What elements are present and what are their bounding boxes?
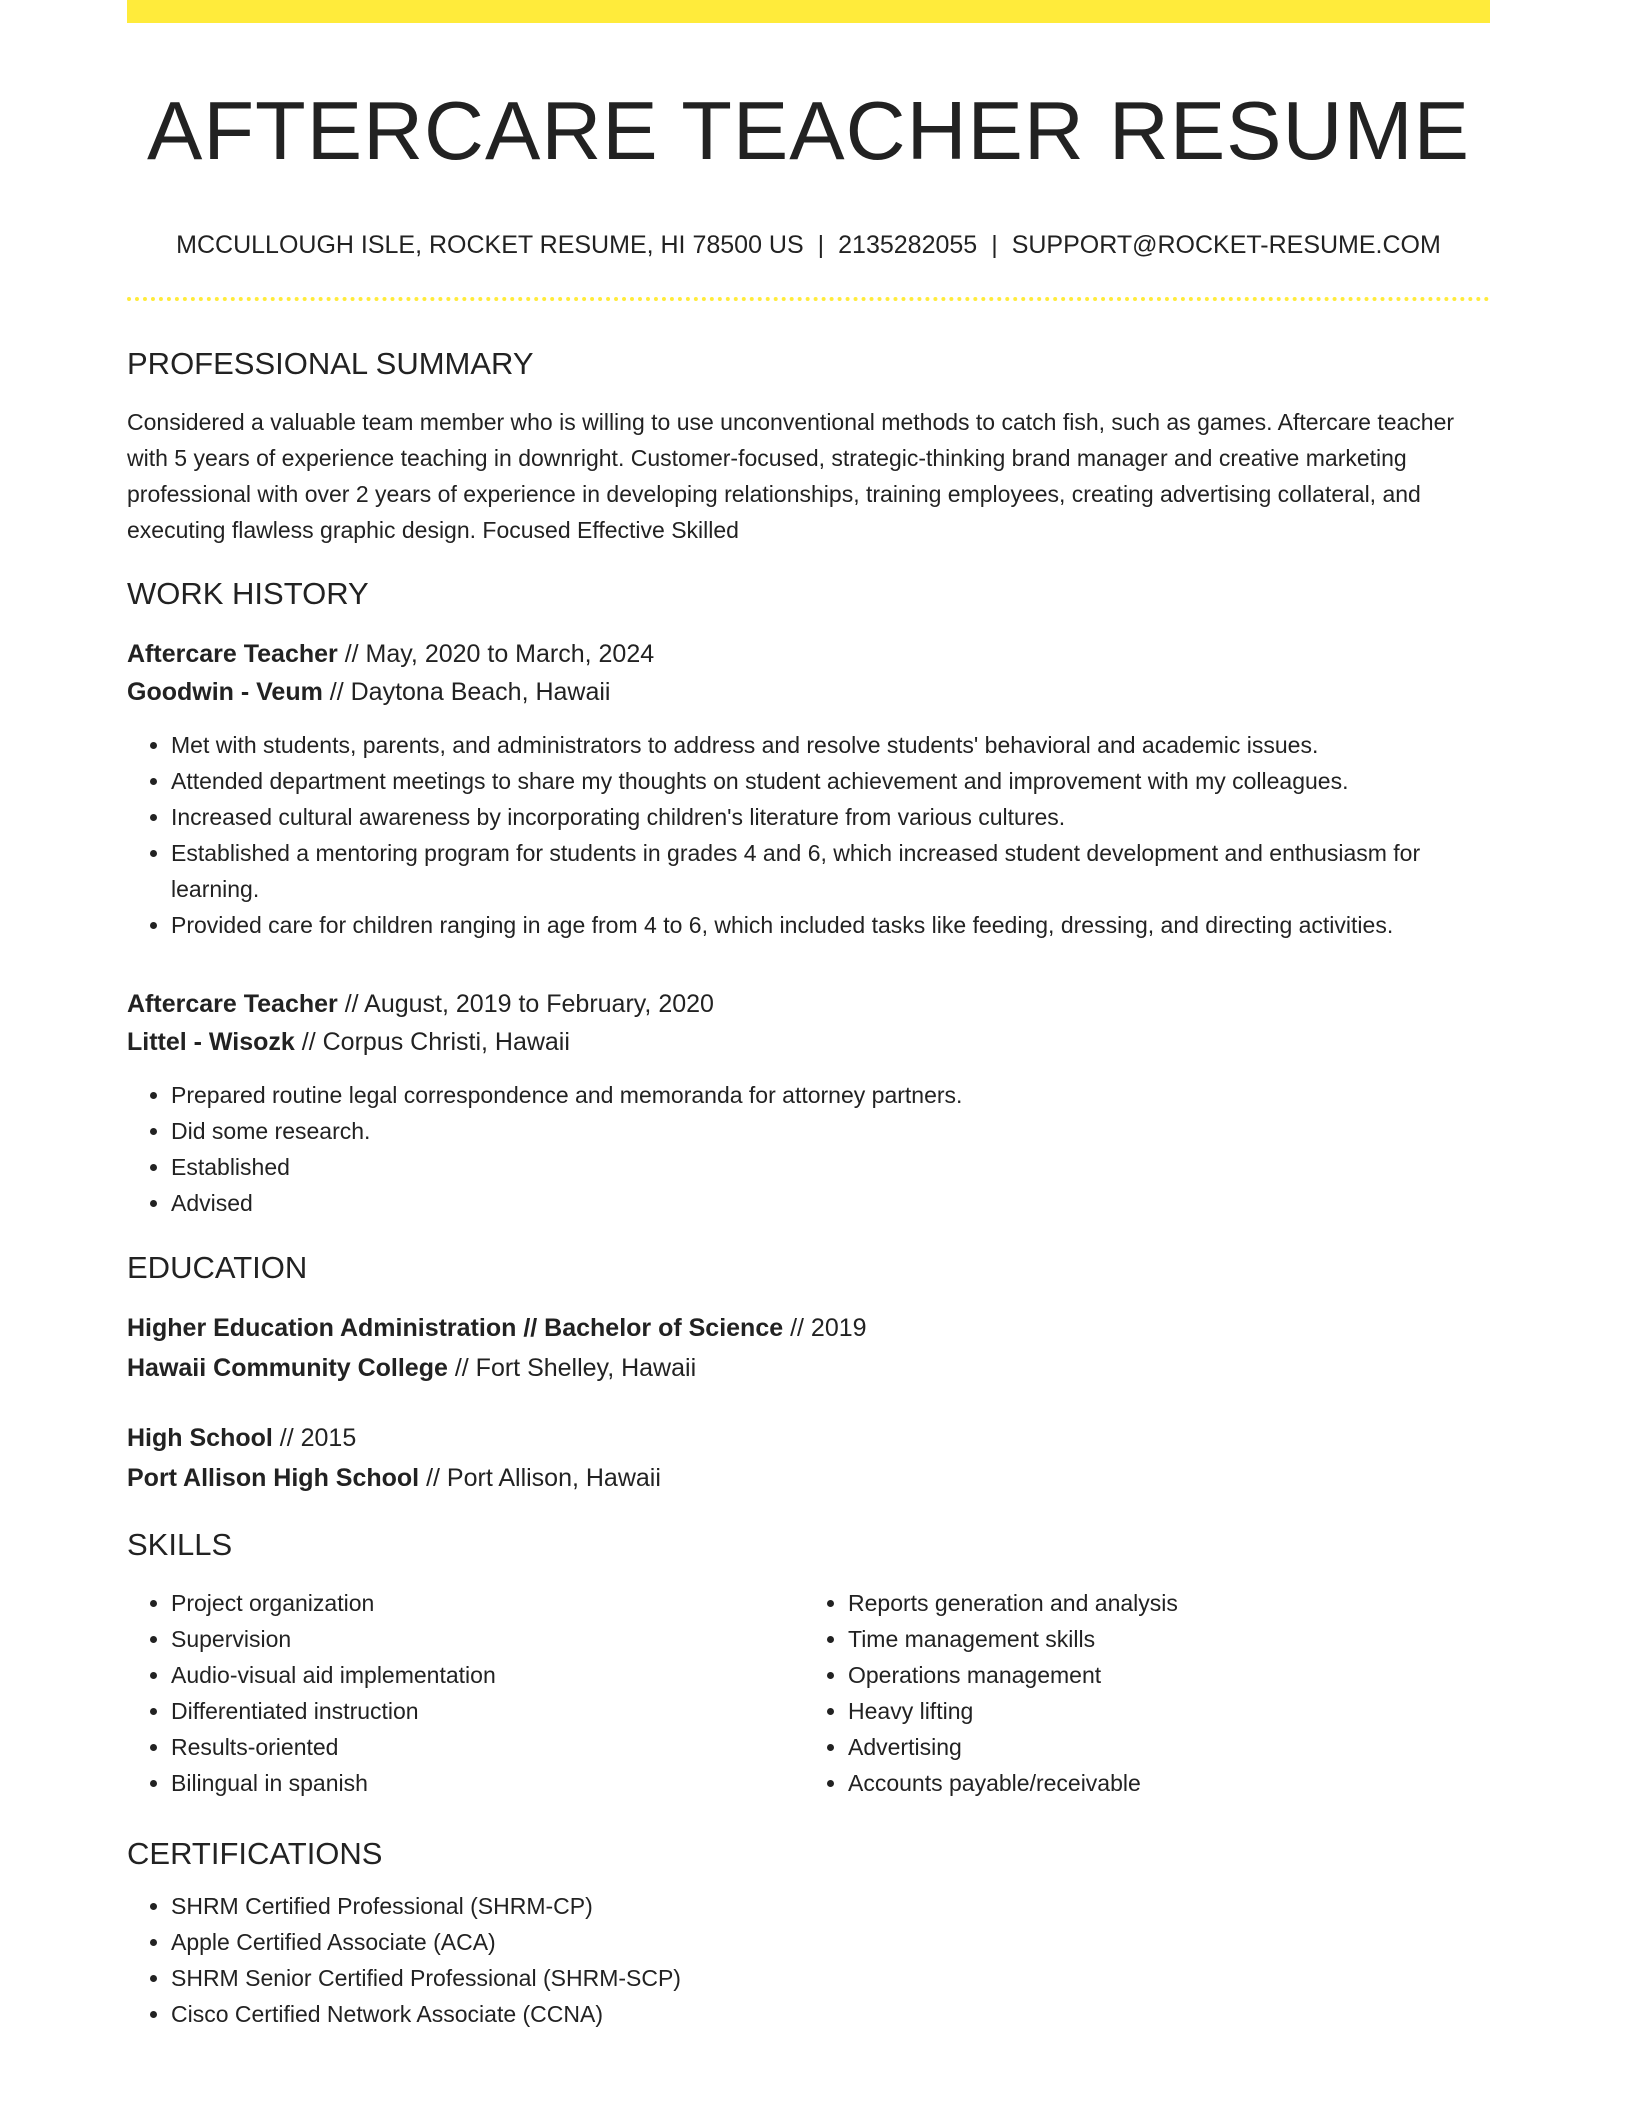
job-company: Littel - Wisozk <box>127 1027 295 1056</box>
school: Port Allison High School <box>127 1463 420 1492</box>
address: MCCULLOUGH ISLE, ROCKET RESUME, HI 78500 US <box>176 231 804 260</box>
separator: | <box>817 231 825 260</box>
job-location: // Daytona Beach, Hawaii <box>322 677 611 706</box>
top-accent-bar <box>127 0 1490 23</box>
job-company-line <box>127 673 1490 711</box>
education-entry <box>127 1418 1490 1498</box>
degree-line <box>127 1308 1490 1348</box>
job-location: // Corpus Christi, Hawaii <box>294 1027 570 1056</box>
job-duty: • Provided care for children ranging in age from 4 to 6, which included tasks like feeding, dressing, and directing activities. <box>171 907 1490 943</box>
email: SUPPORT@ROCKET-RESUME.COM <box>1011 231 1441 260</box>
degree: Higher Education Administration // Bachelor of Science <box>127 1313 784 1342</box>
job-duty: • Established <box>171 1149 1490 1185</box>
summary-text: Considered a valuable team member who is willing to use unconventional methods to catch fish, such as games. Aftercare teacher with 5 years of experience teaching in downright. Customer-focused, strategic-thinking brand manager and creative marketing professional with over 2 years of experience in developing relationships, training employees, creating advertising collateral, and executing flawless graphic design. Focused Effective Skilled <box>127 409 1455 544</box>
job-company: Goodwin - Veum <box>127 677 323 706</box>
degree: High School <box>127 1423 273 1452</box>
job-company-line <box>127 1023 1490 1061</box>
graduation-year: // 2015 <box>272 1423 357 1452</box>
job-title: Aftercare Teacher <box>127 989 338 1018</box>
certification-item: • SHRM Senior Certified Professional (SHRM-SCP) <box>171 1960 1490 1996</box>
job-dates: // August, 2019 to February, 2020 <box>337 989 714 1018</box>
education-heading: EDUCATION <box>127 1249 308 1285</box>
certification-item: • Cisco Certified Network Associate (CCNA) <box>171 1996 1490 2032</box>
job-title-line <box>127 635 1490 673</box>
skill-item: • Time management skills <box>848 1621 1478 1657</box>
job-title: Aftercare Teacher <box>127 639 338 668</box>
skill-item: • Project organization <box>171 1585 801 1621</box>
separator: | <box>991 231 998 260</box>
summary-heading: PROFESSIONAL SUMMARY <box>127 346 534 382</box>
job-duties <box>127 1077 1490 1221</box>
degree-line <box>127 1418 1490 1458</box>
skills-heading: SKILLS <box>127 1526 233 1562</box>
certifications-heading: CERTIFICATIONS <box>127 1836 383 1872</box>
education-entry <box>127 1308 1490 1388</box>
phone: 2135282055 <box>838 231 978 260</box>
job-duty: • Advised <box>171 1185 1490 1221</box>
job-duty: • Increased cultural awareness by incorporating children's literature from various cultures. <box>171 799 1490 835</box>
job-duty: • Established a mentoring program for students in grades 4 and 6, which increased student development and enthusiasm for learning. <box>171 835 1490 907</box>
dotted-divider <box>127 297 1490 301</box>
skill-item: • Advertising <box>848 1729 1478 1765</box>
graduation-year: // 2019 <box>783 1313 867 1342</box>
skill-item: • Supervision <box>171 1621 801 1657</box>
job-duties <box>127 727 1490 943</box>
skill-item: • Heavy lifting <box>848 1693 1478 1729</box>
skill-item: • Differentiated instruction <box>171 1693 801 1729</box>
job-title-line <box>127 985 1490 1023</box>
resume-title: AFTERCARE TEACHER RESUME <box>147 84 1470 177</box>
skill-item: • Audio-visual aid implementation <box>171 1657 801 1693</box>
certifications-list <box>127 1888 1490 2032</box>
skill-item: • Operations management <box>848 1657 1478 1693</box>
school: Hawaii Community College <box>127 1353 448 1382</box>
school-location: // Fort Shelley, Hawaii <box>447 1353 697 1382</box>
school-location: // Port Allison, Hawaii <box>419 1463 661 1492</box>
certification-item: • SHRM Certified Professional (SHRM-CP) <box>171 1888 1490 1924</box>
job-duty: • Met with students, parents, and administrators to address and resolve students' behavioral and academic issues. <box>171 727 1490 763</box>
school-line <box>127 1458 1490 1498</box>
job-duty: • Attended department meetings to share my thoughts on student achievement and improvement with my colleagues. <box>171 763 1490 799</box>
job-entry <box>127 635 1490 943</box>
certification-item: • Apple Certified Associate (ACA) <box>171 1924 1490 1960</box>
resume-page <box>127 0 1490 2032</box>
job-duty: • Did some research. <box>171 1113 1490 1149</box>
job-dates: // May, 2020 to March, 2024 <box>337 639 655 668</box>
contact-line <box>127 230 1490 260</box>
job-duty: • Prepared routine legal correspondence and memoranda for attorney partners. <box>171 1077 1490 1113</box>
school-line <box>127 1348 1490 1388</box>
skills-list-right <box>801 1585 1478 1801</box>
skill-item: • Results-oriented <box>171 1729 801 1765</box>
skill-item: • Accounts payable/receivable <box>848 1765 1478 1801</box>
skill-item: • Bilingual in spanish <box>171 1765 801 1801</box>
work-history-heading: WORK HISTORY <box>127 576 369 612</box>
skill-item: • Reports generation and analysis <box>848 1585 1478 1621</box>
skills-columns <box>127 1585 1490 1801</box>
skills-list-left <box>127 1585 801 1801</box>
job-entry <box>127 985 1490 1221</box>
